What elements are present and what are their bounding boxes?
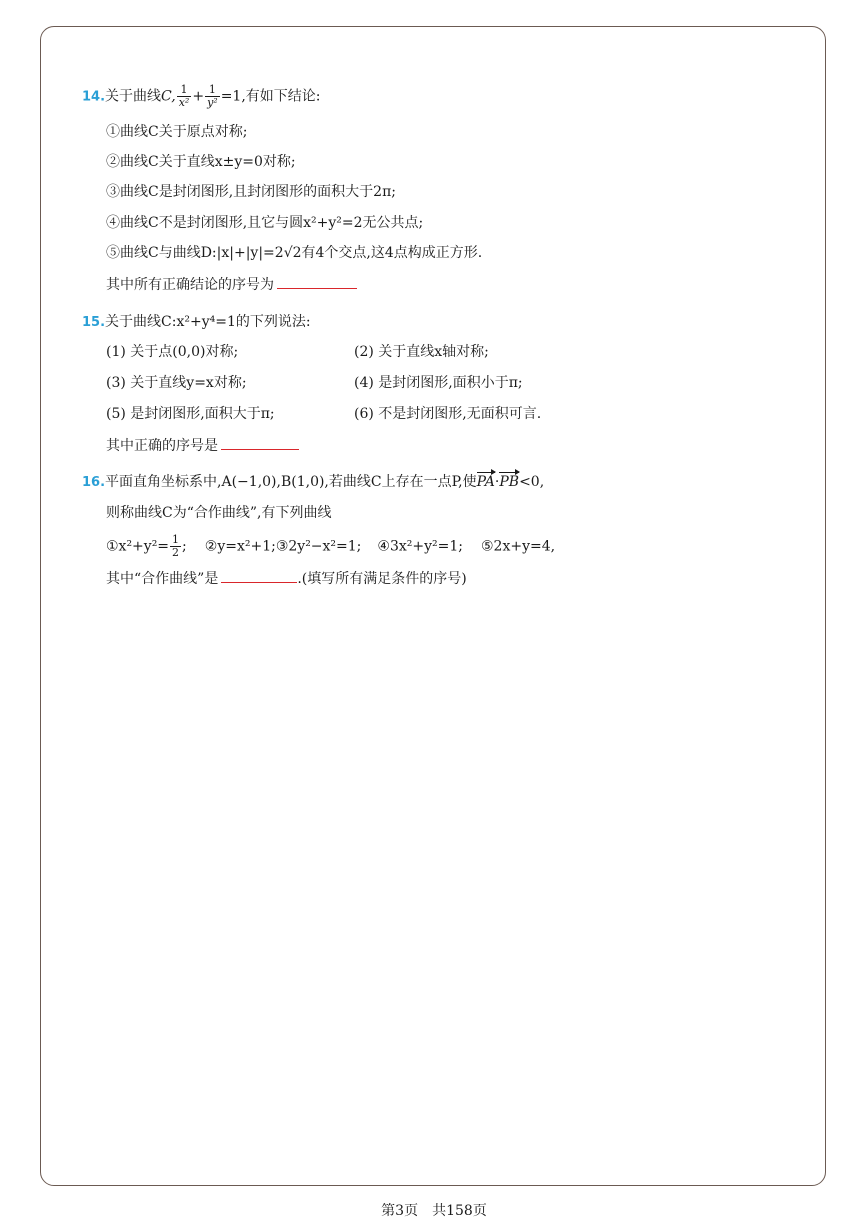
q14-frac2-num: 1 <box>205 84 220 97</box>
q16-curve-1-pre: ①x²+y²= <box>106 538 170 555</box>
q16-vector-pb: PB <box>499 474 520 490</box>
q16-dot: · <box>494 474 500 490</box>
q16-curve-1-num: 1 <box>172 533 180 546</box>
q14-frac1 <box>177 84 192 109</box>
q14-frac1-den: x² <box>178 96 190 109</box>
q16-curve-2: ②y=x²+1; <box>204 538 276 555</box>
q14-answer-blank[interactable] <box>277 274 357 289</box>
q15-item-5: (5) 是封闭图形,面积大于π; <box>106 406 275 422</box>
q15-item-3: (3) 关于直线y=x对称; <box>106 375 247 391</box>
q15-item-2: (2) 关于直线x轴对称; <box>354 344 489 360</box>
q14-frac2 <box>205 84 220 109</box>
q16-curve-1-post: ; <box>182 538 187 555</box>
q14-intro-post: =1,有如下结论: <box>220 88 321 105</box>
q15-item-6: (6) 不是封闭图形,无面积可言. <box>354 406 542 422</box>
q15-header <box>82 312 311 333</box>
q15-answer-prompt: 其中正确的序号是 <box>106 438 218 454</box>
q16-line-2: 则称曲线C为“合作曲线”,有下列曲线 <box>106 505 332 521</box>
q14-answer-prompt: 其中所有正确结论的序号为 <box>106 277 274 293</box>
q16-intro-pre: 平面直角坐标系中,A(−1,0),B(1,0),若曲线C上存在一点P,使 <box>105 474 477 490</box>
q14-header <box>82 84 321 109</box>
page-footer <box>0 1200 868 1220</box>
q14-answer-line <box>106 274 357 295</box>
q14-frac1-num: 1 <box>177 84 192 97</box>
q16-curve-1-den: 2 <box>172 546 180 559</box>
q16-curve-5: ⑤2x+y=4, <box>480 538 556 555</box>
footer-page-number: 第3页 <box>381 1203 419 1219</box>
q14-item-1: ①曲线C关于原点对称; <box>106 124 248 140</box>
q14-curve-name: C, <box>161 88 176 105</box>
q16-header <box>82 472 544 493</box>
q15-number: 15. <box>82 315 106 330</box>
q16-answer-prompt: 其中“合作曲线”是 <box>106 571 219 587</box>
q14-plus: + <box>192 88 205 105</box>
q15-answer-line <box>106 435 299 456</box>
q16-answer-suffix: .(填写所有满足条件的序号) <box>297 571 467 587</box>
q14-frac2-den: y² <box>207 96 218 109</box>
q14-intro-pre: 关于曲线 <box>105 88 162 105</box>
q15-item-1: (1) 关于点(0,0)对称; <box>106 344 239 360</box>
q16-number: 16. <box>82 475 106 490</box>
q14-number: 14. <box>82 89 106 105</box>
q14-item-5: ⑤曲线C与曲线D:|x|+|y|=2√2有4个交点,这4点构成正方形. <box>106 245 483 261</box>
q16-vector-pa: PA <box>476 474 495 490</box>
q15-item-4: (4) 是封闭图形,面积小于π; <box>354 375 523 391</box>
q15-answer-blank[interactable] <box>221 435 299 450</box>
q15-intro: 关于曲线C:x²+y⁴=1的下列说法: <box>105 314 311 330</box>
q16-answer-line <box>106 568 467 589</box>
footer-total-pages: 共158页 <box>432 1203 487 1219</box>
q16-curves-line <box>106 534 555 559</box>
q14-item-2: ②曲线C关于直线x±y=0对称; <box>106 154 296 170</box>
q16-curve-4: ④3x²+y²=1; <box>377 538 463 555</box>
q14-item-3: ③曲线C是封闭图形,且封闭图形的面积大于2π; <box>106 184 396 200</box>
q16-curve-3: ③2y²−x²=1; <box>275 538 362 555</box>
q16-answer-blank[interactable] <box>221 568 297 583</box>
q14-item-4: ④曲线C不是封闭图形,且它与圆x²+y²=2无公共点; <box>106 215 424 231</box>
q16-curve-1-frac <box>170 534 181 559</box>
q16-intro-post: <0, <box>519 474 545 490</box>
